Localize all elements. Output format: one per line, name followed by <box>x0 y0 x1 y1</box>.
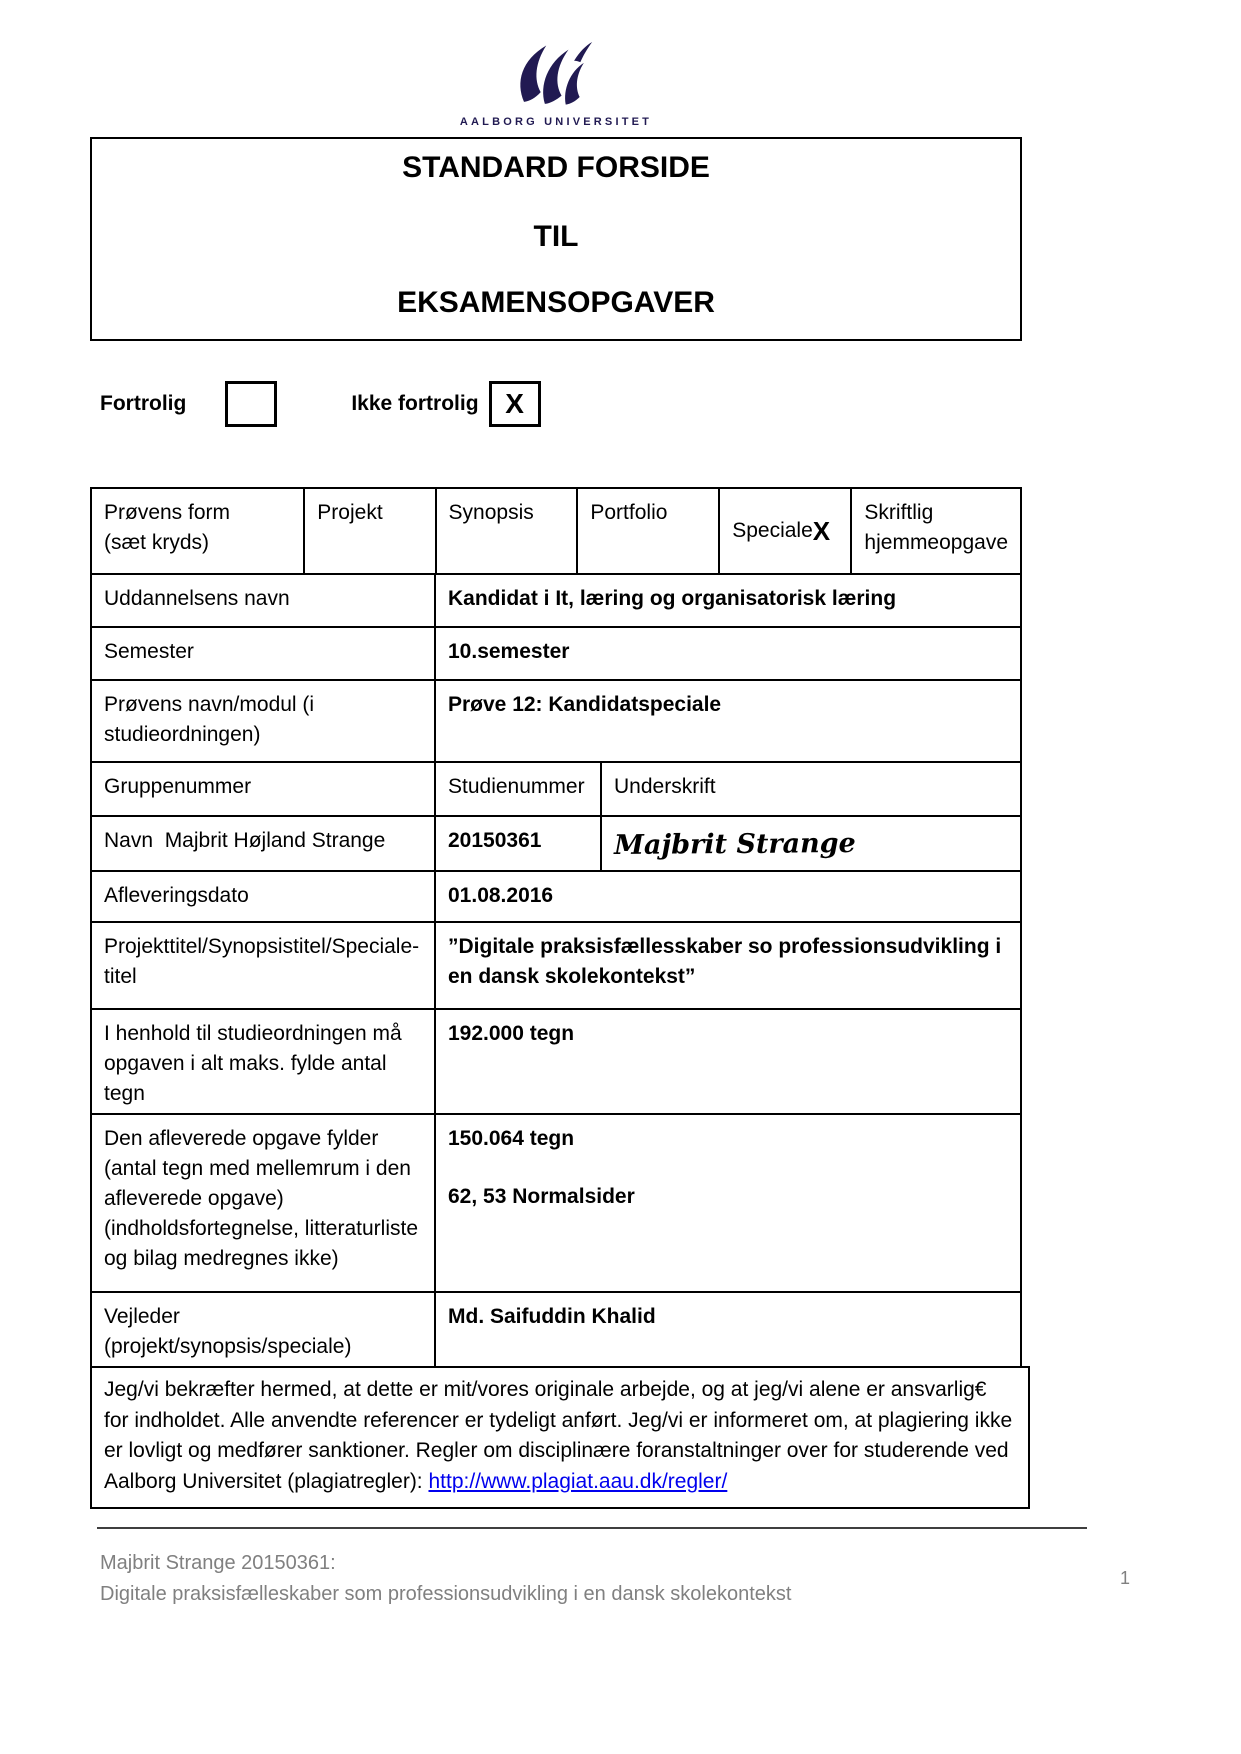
option-speciale: Speciale X <box>718 489 850 573</box>
table-row-exam-form <box>92 489 1020 573</box>
declaration-text: Jeg/vi bekræfter hermed, at dette er mit/vores originale arbejde, og at jeg/vi alene er ansvarlig€ for indholdet. Alle anvendte referencer er tydeligt anført. Jeg/vi er informeret om, at plagiering ikke er lovligt og medfører sanktioner. Regler om disciplinære foranstaltninger over for studerende ved Aalborg Universitet (plagiatregler): <box>104 1378 1013 1493</box>
plagiarism-rules-link[interactable]: http://www.plagiat.aau.dk/regler/ <box>428 1469 728 1493</box>
exam-name-label: Prøvens navn/modul (i studieordningen) <box>104 693 315 746</box>
project-title-value: ”Digitale praksisfællesskaber so professionsudvikling i en dansk skolekontekst” <box>434 923 1020 1008</box>
supervisor-label: Vejleder (projekt/synopsis/speciale) <box>104 1305 352 1358</box>
education-label: Uddannelsens navn <box>104 587 290 610</box>
footer-author-line: Majbrit Strange 20150361: <box>100 1552 336 1574</box>
footer-title-line: Digitale praksisfælleskaber som professionsudvikling i en dansk skolekontekst <box>100 1583 792 1605</box>
not-confidential-checkbox: X <box>489 381 541 427</box>
semester-label: Semester <box>104 640 194 663</box>
title-box <box>90 137 1022 341</box>
delivery-date-value: 01.08.2016 <box>434 872 1020 921</box>
max-chars-label: I henhold til studieordningen må opgaven i alt maks. fylde antal tegn <box>104 1022 402 1105</box>
actual-chars-value <box>434 1115 1020 1291</box>
option-portfolio: Portfolio <box>576 489 718 573</box>
student-number-value: 20150361 <box>434 817 600 870</box>
group-number-label: Gruppenummer <box>104 775 252 798</box>
title-line-2: TIL <box>533 220 579 253</box>
title-line-3: EKSAMENSOPGAVER <box>397 286 715 319</box>
speciale-x-mark: X <box>812 516 831 546</box>
footer-divider <box>97 1527 1087 1529</box>
table-row-education <box>92 573 1020 626</box>
signature-header: Underskrift <box>600 763 1020 815</box>
confidential-label: Fortrolig <box>100 392 187 415</box>
exam-info-table <box>90 487 1022 1368</box>
table-row-project-title <box>92 921 1020 1008</box>
table-row-name <box>92 815 1020 870</box>
actual-pages-count: 62, 53 Normalsider <box>448 1185 635 1208</box>
aau-swirl-icon <box>514 42 598 106</box>
confidential-checkbox <box>225 381 277 427</box>
table-row-group-header <box>92 761 1020 815</box>
table-row-actual-chars <box>92 1113 1020 1291</box>
not-confidential-label: Ikke fortrolig <box>351 392 479 415</box>
name-label: Navn Majbrit Højland Strange <box>104 829 386 852</box>
table-row-semester <box>92 626 1020 679</box>
confidentiality-row <box>90 378 1022 430</box>
actual-chars-label: Den afleverede opgave fylder (antal tegn med mellemrum i den afleverede opgave) (indholdsfortegnelse, litteraturliste og bilag medregnes ikke) <box>104 1127 418 1270</box>
signature-cell <box>600 817 1020 870</box>
university-wordmark: AALBORG UNIVERSITET <box>459 116 653 128</box>
exam-name-value: Prøve 12: Kandidatspeciale <box>434 681 1020 761</box>
exam-form-label: Prøvens form (sæt kryds) <box>104 501 231 554</box>
plagiarism-declaration <box>90 1366 1030 1509</box>
title-line-1: STANDARD FORSIDE <box>402 151 710 184</box>
table-row-supervisor <box>92 1291 1020 1366</box>
education-value: Kandidat i It, læring og organisatorisk læring <box>434 575 1020 626</box>
option-synopsis: Synopsis <box>435 489 577 573</box>
option-skriftlig-hjemmeopgave: Skriftlig hjemmeopgave <box>850 489 1020 573</box>
table-row-delivery-date <box>92 870 1020 921</box>
handwritten-signature: Majbrit Strange <box>613 827 856 862</box>
semester-value: 10.semester <box>434 628 1020 679</box>
supervisor-value: Md. Saifuddin Khalid <box>434 1293 1020 1366</box>
option-projekt: Projekt <box>303 489 434 573</box>
footer-text <box>100 1548 791 1610</box>
delivery-date-label: Afleveringsdato <box>104 884 249 907</box>
actual-chars-count: 150.064 tegn <box>448 1127 575 1150</box>
project-title-label: Projekttitel/Synopsistitel/Speciale-titel <box>104 935 420 988</box>
table-row-exam-name <box>92 679 1020 761</box>
max-chars-value: 192.000 tegn <box>434 1010 1020 1113</box>
table-row-max-chars <box>92 1008 1020 1113</box>
university-logo <box>90 0 1022 129</box>
page-number: 1 <box>1120 1568 1131 1588</box>
student-number-header: Studienummer <box>434 763 600 815</box>
